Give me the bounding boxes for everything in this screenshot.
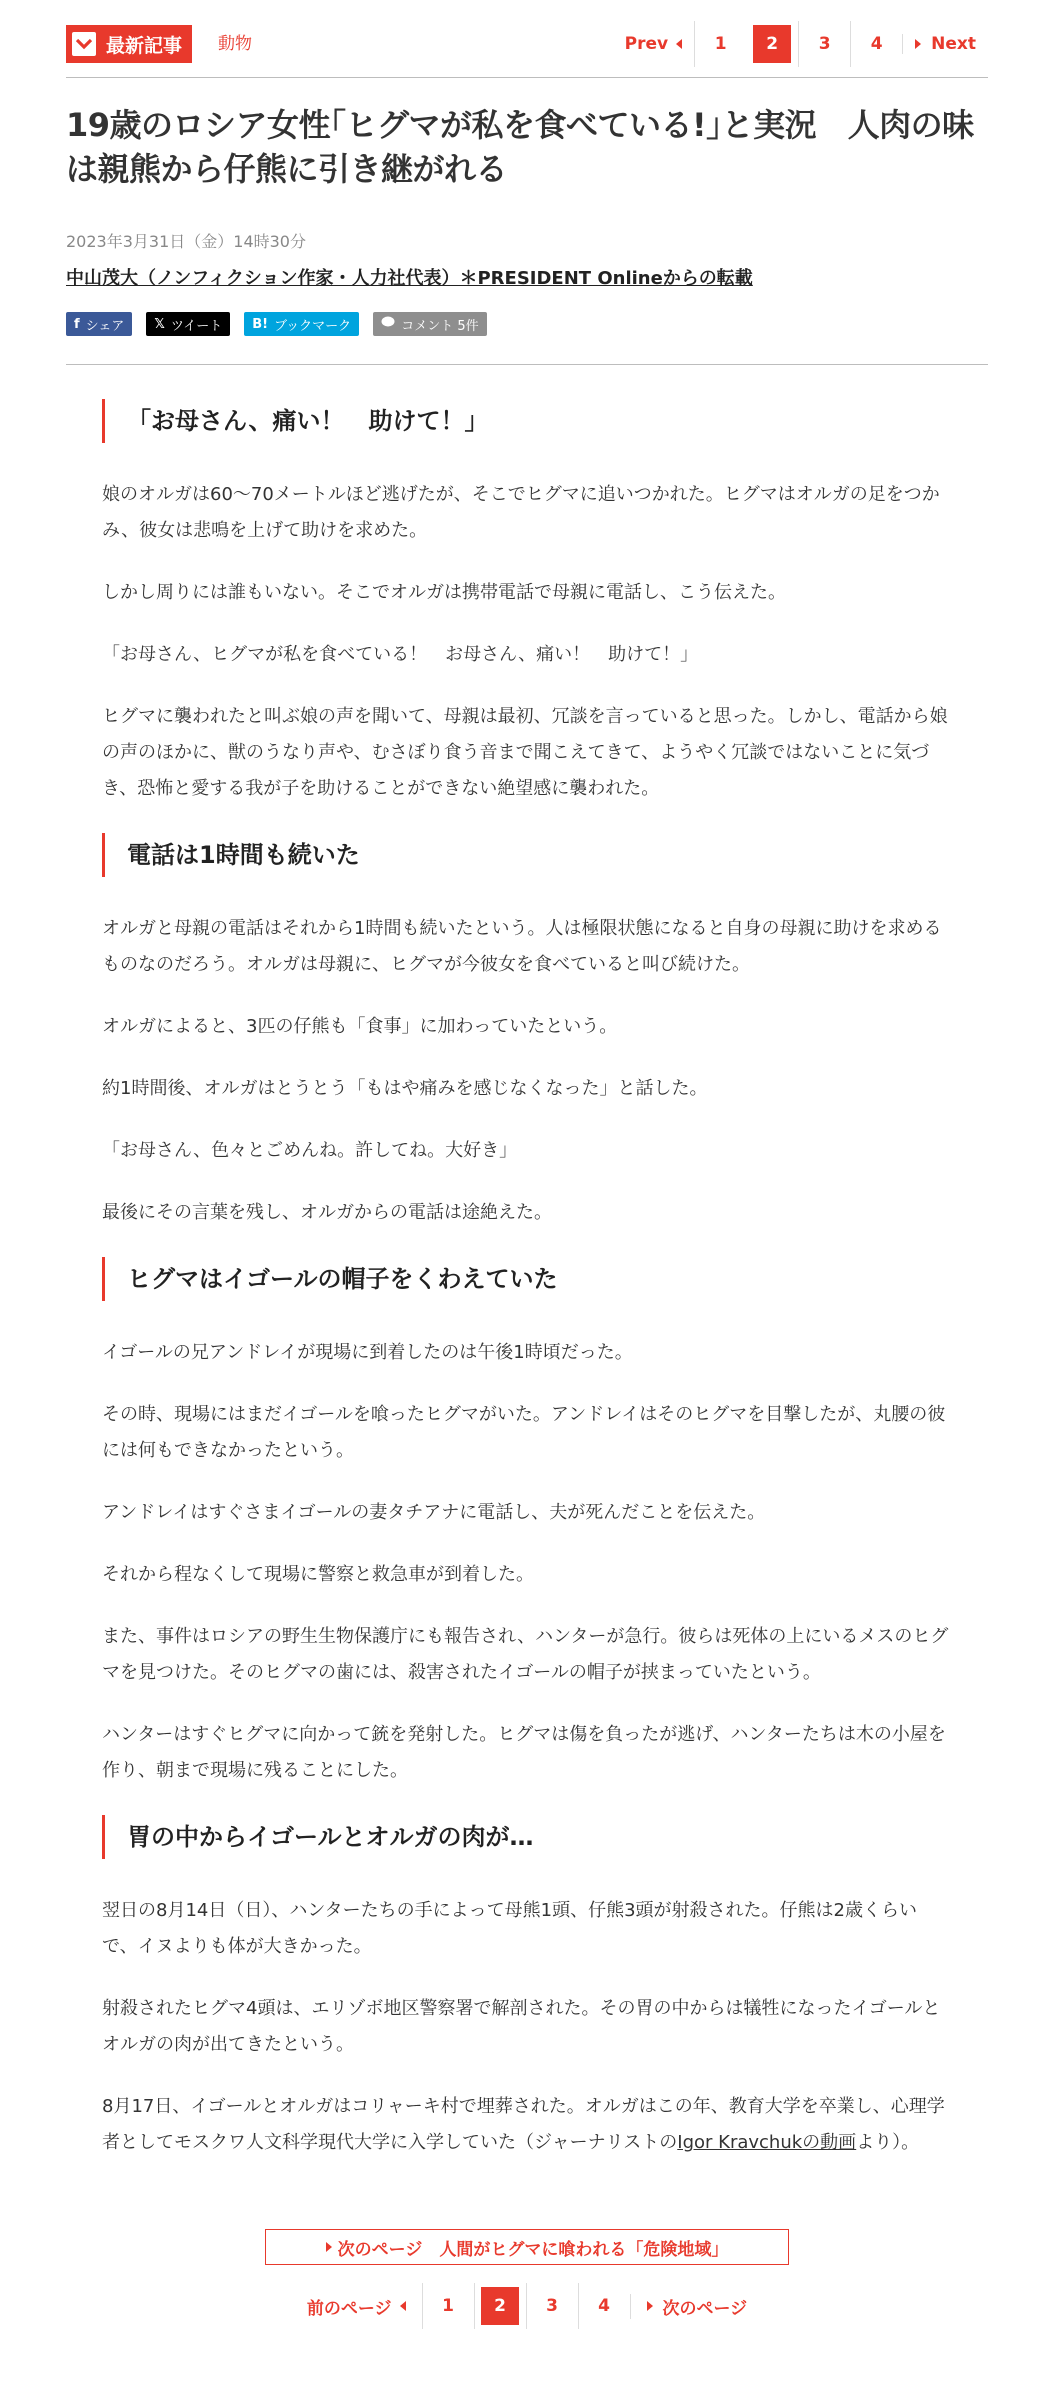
paragraph: 8月17日、イゴールとオルガはコリャーキ村で埋葬された。オルガはこの年、教育大学を卒業し、心理学者としてモスクワ人文科学現代大学に入学していた（ジャーナリストのIgor Kravchukの動画より）。 (102, 2096, 945, 2153)
next-page-link[interactable]: 次のページ 人間がヒグマに喰われる「危険地域」 (265, 2229, 789, 2265)
page-link-2-current[interactable]: 2 (746, 21, 798, 67)
section-heading: 「お母さん、痛い！ 助けて！」 (102, 399, 952, 443)
facebook-icon: f (74, 316, 80, 332)
page-link-4[interactable]: 4 (578, 2283, 630, 2329)
paragraph: それから程なくして現場に警察と救急車が到着した。 (102, 1564, 534, 1585)
section-heading: 胃の中からイゴールとオルガの肉が… (102, 1815, 952, 1859)
paragraph: 娘のオルガは60～70メートルほど逃げたが、そこでヒグマに追いつかれた。ヒグマはオルガの足をつかみ、彼女は悲鳴を上げて助けを求めた。 (102, 484, 940, 541)
hatena-icon: B! (252, 316, 269, 332)
page-link-1[interactable]: 1 (694, 21, 746, 67)
speech-bubble-icon (381, 316, 395, 332)
pager-top (613, 21, 988, 67)
triangle-right-icon (647, 2301, 653, 2311)
comment-button[interactable]: コメント 5件 (373, 312, 486, 336)
triangle-left-icon (676, 39, 682, 49)
paragraph: また、事件はロシアの野生生物保護庁にも報告され、ハンターが急行。彼らは死体の上にいるメスのヒグマを見つけた。そのヒグマの歯には、殺害されたイゴールの帽子が挟まっていたという。 (102, 1626, 949, 1683)
page-link-1[interactable]: 1 (422, 2283, 474, 2329)
paragraph: 翌日の8月14日（日）、ハンターたちの手によって母熊1頭、仔熊3頭が射殺された。仔熊は2歳くらいで、イヌよりも体が大きかった。 (102, 1900, 917, 1957)
facebook-share-button[interactable]: f シェア (66, 312, 132, 336)
triangle-right-icon (915, 39, 921, 49)
x-icon: 𝕏 (154, 316, 165, 332)
next-label: Next (931, 34, 976, 54)
page-link-3[interactable]: 3 (526, 2283, 578, 2329)
triangle-left-icon (400, 2301, 406, 2311)
pager-bottom (66, 2283, 988, 2329)
header-divider (66, 364, 988, 365)
prev-page-button[interactable]: 前のページ (295, 2294, 422, 2319)
prev-label: Prev (624, 34, 669, 54)
author-link[interactable]: 中山茂大（ノンフィクション作家・人力社代表）＊PRESIDENT Onlineからの転載 (66, 268, 753, 289)
chevron-down-icon (72, 32, 96, 56)
next-button[interactable] (902, 34, 988, 54)
article-title: 19歳のロシア女性｢ヒグマが私を食べている!｣と実況 人肉の味は親熊から仔熊に引き継がれる (66, 106, 974, 188)
paragraph: オルガによると、3匹の仔熊も「食事」に加わっていたという。 (102, 1016, 618, 1037)
page-link-4[interactable]: 4 (850, 21, 902, 67)
video-link[interactable]: Igor Kravchukの動画 (677, 2132, 857, 2153)
prev-button[interactable] (613, 34, 694, 54)
hatena-bookmark-button[interactable]: B! ブックマーク (244, 312, 359, 336)
paragraph: しかし周りには誰もいない。そこでオルガは携帯電話で母親に電話し、こう伝えた。 (102, 582, 786, 603)
paragraph: 約1時間後、オルガはとうとう「もはや痛みを感じなくなった」と話した。 (102, 1078, 708, 1099)
share-buttons (66, 312, 988, 336)
badge-label: 最新記事 (106, 34, 183, 57)
triangle-right-icon (326, 2242, 332, 2252)
paragraph: その時、現場にはまだイゴールを喰ったヒグマがいた。アンドレイはそのヒグマを目撃したが、丸腰の彼には何もできなかったという。 (102, 1404, 946, 1461)
paragraph: 射殺されたヒグマ4頭は、エリゾボ地区警察署で解剖された。その胃の中からは犠牲になったイゴールとオルガの肉が出てきたという。 (102, 1998, 941, 2055)
section-heading: 電話は1時間も続いた (102, 833, 952, 877)
paragraph: ハンターはすぐヒグマに向かって銃を発射した。ヒグマは傷を負ったが逃げ、ハンターたちは木の小屋を作り、朝まで現場に残ることにした。 (102, 1724, 946, 1781)
paragraph: 最後にその言葉を残し、オルガからの電話は途絶えた。 (102, 1202, 552, 1223)
paragraph: 「お母さん、色々とごめんね。許してね。大好き」 (102, 1140, 518, 1161)
paragraph: イゴールの兄アンドレイが現場に到着したのは午後1時頃だった。 (102, 1342, 633, 1363)
paragraph: アンドレイはすぐさまイゴールの妻タチアナに電話し、夫が死んだことを伝えた。 (102, 1502, 766, 1523)
paragraph: オルガと母親の電話はそれから1時間も続いたという。人は極限状態になると自身の母親に助けを求めるものなのだろう。オルガは母親に、ヒグマが今彼女を食べていると叫び続けた。 (102, 918, 942, 975)
section-heading: ヒグマはイゴールの帽子をくわえていた (102, 1257, 952, 1301)
category-link[interactable]: 動物 (218, 34, 253, 54)
publish-date: 2023年3月31日（金）14時30分 (66, 232, 306, 251)
page-link-3[interactable]: 3 (798, 21, 850, 67)
page-link-2-current[interactable]: 2 (474, 2283, 526, 2329)
x-tweet-button[interactable]: 𝕏 ツイート (146, 312, 230, 336)
paragraph: 「お母さん、ヒグマが私を食べている！ お母さん、痛い！ 助けて！」 (102, 644, 699, 665)
next-page-button[interactable]: 次のページ (630, 2294, 760, 2319)
latest-articles-badge[interactable] (66, 25, 192, 63)
top-bar (66, 0, 988, 78)
article-body (66, 399, 988, 2161)
paragraph: ヒグマに襲われたと叫ぶ娘の声を聞いて、母親は最初、冗談を言っていると思った。しかし、電話から娘の声のほかに、獣のうなり声や、むさぼり食う音まで聞こえてきて、ようやく冗談ではないことに気づき、恐怖と愛する我が子を助けることができない絶望感に襲われた。 (102, 706, 948, 799)
